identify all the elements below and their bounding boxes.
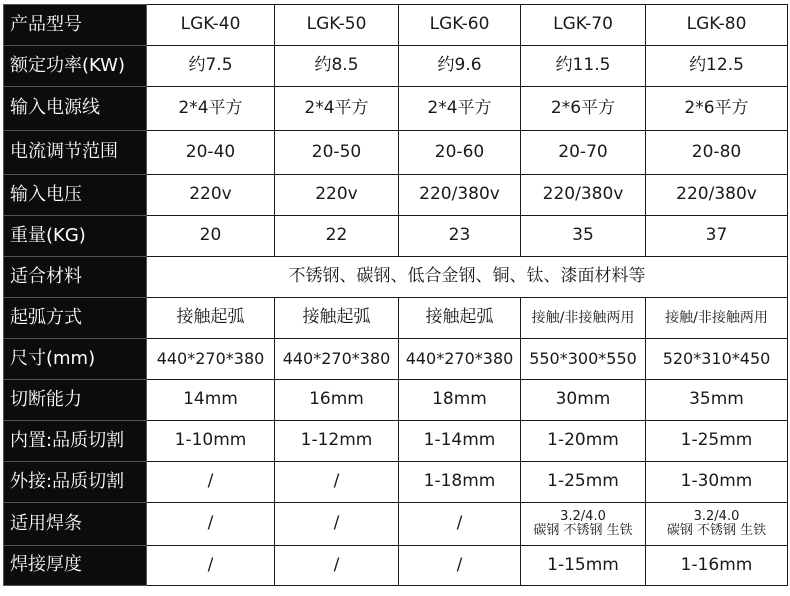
spec-row-weight	[4, 216, 788, 257]
row-header-weight: 重量(KG)	[4, 216, 147, 257]
cell-external-cut-2: /	[275, 462, 399, 503]
cell-size-3: 440*270*380	[399, 339, 521, 380]
cell-current-range-3: 20-60	[399, 131, 521, 175]
cell-internal-cut-4: 1-20mm	[521, 421, 646, 462]
spec-row-materials	[4, 257, 788, 298]
cell-weld-thickness-5: 1-16mm	[646, 546, 788, 586]
cell-weight-4: 35	[521, 216, 646, 257]
spec-row-weld-thickness	[4, 546, 788, 586]
cell-input-voltage-3: 220/380v	[399, 175, 521, 216]
cell-external-cut-4: 1-25mm	[521, 462, 646, 503]
cell-model-5: LGK-80	[646, 5, 788, 46]
cell-line: 3.2/4.0	[693, 508, 740, 524]
cell-cut-capacity-3: 18mm	[399, 380, 521, 421]
row-header-arc-start: 起弧方式	[4, 298, 147, 339]
cell-line: 3.2/4.0	[560, 508, 606, 524]
cell-arc-start-2: 接触起弧	[275, 298, 399, 339]
cell-input-voltage-5: 220/380v	[646, 175, 788, 216]
cell-line: 碳钢 不锈钢 生铁	[533, 523, 633, 538]
cell-model-3: LGK-60	[399, 5, 521, 46]
row-header-power: 额定功率(KW)	[4, 46, 147, 87]
cell-input-voltage-4: 220/380v	[521, 175, 646, 216]
cell-input-cable-1: 2*4平方	[147, 87, 275, 131]
cell-cut-capacity-1: 14mm	[147, 380, 275, 421]
cell-rod-3: /	[399, 503, 521, 546]
cell-weight-5: 37	[646, 216, 788, 257]
cell-input-voltage-2: 220v	[275, 175, 399, 216]
row-header-size: 尺寸(mm)	[4, 339, 147, 380]
cell-cut-capacity-2: 16mm	[275, 380, 399, 421]
cell-size-4: 550*300*550	[521, 339, 646, 380]
spec-row-size	[4, 339, 788, 380]
spec-row-cut-capacity	[4, 380, 788, 421]
cell-arc-start-5: 接触/非接触两用	[646, 298, 788, 339]
cell-current-range-4: 20-70	[521, 131, 646, 175]
cell-input-voltage-1: 220v	[147, 175, 275, 216]
cell-input-cable-5: 2*6平方	[646, 87, 788, 131]
row-header-weld-thickness: 焊接厚度	[4, 546, 147, 586]
spec-row-arc-start	[4, 298, 788, 339]
row-header-internal-cut: 内置:品质切割	[4, 421, 147, 462]
cell-line: 碳钢 不锈钢 生铁	[666, 523, 767, 538]
cell-power-4: 约11.5	[521, 46, 646, 87]
cell-weld-thickness-2: /	[275, 546, 399, 586]
cell-cut-capacity-4: 30mm	[521, 380, 646, 421]
spec-row-external-cut	[4, 462, 788, 503]
cell-input-cable-2: 2*4平方	[275, 87, 399, 131]
spec-row-current-range	[4, 131, 788, 175]
spec-row-input-cable	[4, 87, 788, 131]
cell-current-range-5: 20-80	[646, 131, 788, 175]
cell-internal-cut-1: 1-10mm	[147, 421, 275, 462]
cell-size-5: 520*310*450	[646, 339, 788, 380]
cell-model-1: LGK-40	[147, 5, 275, 46]
spec-row-power	[4, 46, 788, 87]
row-header-input-cable: 输入电源线	[4, 87, 147, 131]
spec-table	[3, 4, 788, 586]
cell-rod-2: /	[275, 503, 399, 546]
cell-current-range-1: 20-40	[147, 131, 275, 175]
cell-arc-start-4: 接触/非接触两用	[521, 298, 646, 339]
cell-size-2: 440*270*380	[275, 339, 399, 380]
spec-row-rod	[4, 503, 788, 546]
cell-power-3: 约9.6	[399, 46, 521, 87]
cell-size-1: 440*270*380	[147, 339, 275, 380]
cell-external-cut-5: 1-30mm	[646, 462, 788, 503]
cell-weld-thickness-1: /	[147, 546, 275, 586]
row-header-rod: 适用焊条	[4, 503, 147, 546]
cell-power-2: 约8.5	[275, 46, 399, 87]
spec-row-internal-cut	[4, 421, 788, 462]
row-header-input-voltage: 输入电压	[4, 175, 147, 216]
cell-input-cable-3: 2*4平方	[399, 87, 521, 131]
cell-weld-thickness-3: /	[399, 546, 521, 586]
cell-materials-all: 不锈钢、碳钢、低合金钢、铜、钛、漆面材料等	[147, 257, 788, 298]
cell-weld-thickness-4: 1-15mm	[521, 546, 646, 586]
cell-arc-start-1: 接触起弧	[147, 298, 275, 339]
row-header-external-cut: 外接:品质切割	[4, 462, 147, 503]
row-header-current-range: 电流调节范围	[4, 131, 147, 175]
cell-weight-3: 23	[399, 216, 521, 257]
spec-row-model	[4, 5, 788, 46]
cell-internal-cut-2: 1-12mm	[275, 421, 399, 462]
cell-arc-start-3: 接触起弧	[399, 298, 521, 339]
cell-external-cut-3: 1-18mm	[399, 462, 521, 503]
cell-internal-cut-3: 1-14mm	[399, 421, 521, 462]
row-header-cut-capacity: 切断能力	[4, 380, 147, 421]
cell-model-2: LGK-50	[275, 5, 399, 46]
cell-rod-5	[646, 503, 788, 546]
cell-power-5: 约12.5	[646, 46, 788, 87]
spec-row-input-voltage	[4, 175, 788, 216]
cell-weight-1: 20	[147, 216, 275, 257]
cell-internal-cut-5: 1-25mm	[646, 421, 788, 462]
spec-table-body	[4, 5, 788, 586]
cell-rod-1: /	[147, 503, 275, 546]
row-header-materials: 适合材料	[4, 257, 147, 298]
cell-cut-capacity-5: 35mm	[646, 380, 788, 421]
row-header-model: 产品型号	[4, 5, 147, 46]
cell-external-cut-1: /	[147, 462, 275, 503]
cell-power-1: 约7.5	[147, 46, 275, 87]
cell-current-range-2: 20-50	[275, 131, 399, 175]
cell-model-4: LGK-70	[521, 5, 646, 46]
cell-weight-2: 22	[275, 216, 399, 257]
cell-input-cable-4: 2*6平方	[521, 87, 646, 131]
cell-rod-4	[521, 503, 646, 546]
